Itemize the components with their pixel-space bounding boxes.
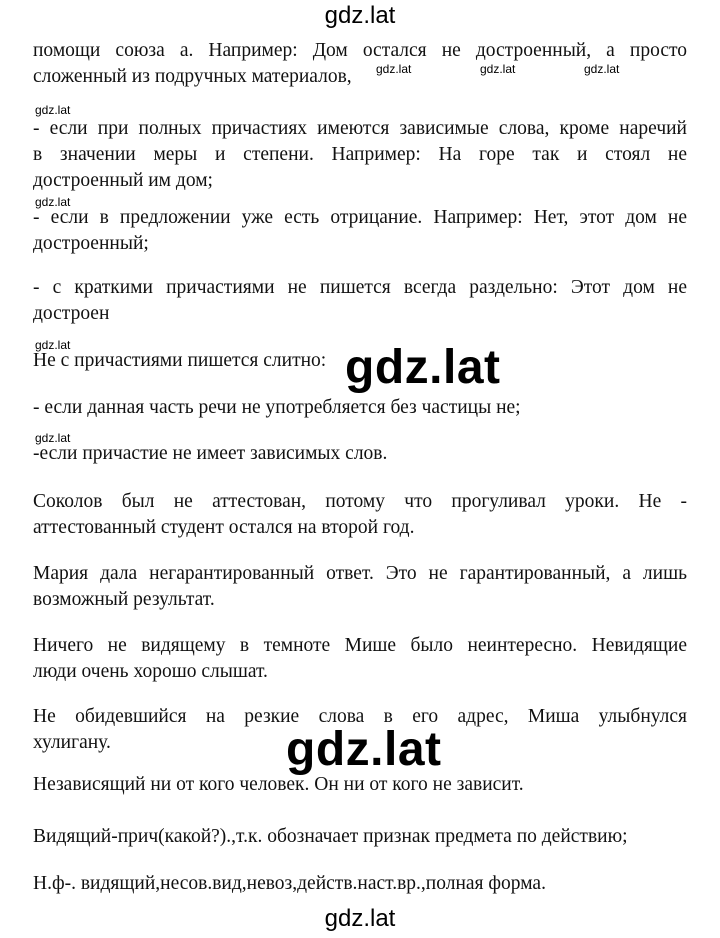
text-line: Мария дала негарантированный ответ. Это не гарантированный, а лишь [33, 563, 687, 584]
text-line: Н.ф-. видящий,несов.вид,невоз,действ.наст.вр.,полная форма. [33, 873, 546, 894]
text-line: - если данная часть речи не употребляется без частицы не; [33, 397, 521, 418]
text-line: Не обидевшийся на резкие слова в его адрес, Миша улыбнулся [33, 706, 687, 727]
text-line: Видящий-прич(какой?).,т.к. обозначает признак предмета по действию; [33, 826, 628, 847]
watermark-small: gdz.lat [35, 431, 71, 445]
text-line: возможный результат. [33, 589, 215, 610]
watermark-large: gdz.lat [286, 723, 442, 776]
text-line: аттестованный студент остался на второй год. [33, 517, 415, 538]
text-line: Независящий ни от кого человек. Он ни от кого не зависит. [33, 774, 524, 795]
watermark-small: gdz.lat [584, 62, 620, 76]
watermark-small: gdz.lat [480, 62, 516, 76]
text-line: - если в предложении уже есть отрицание. Например: Нет, этот дом не [33, 207, 687, 228]
watermark-large: gdz.lat [345, 341, 501, 394]
text-line: - с краткими причастиями не пишется всегда раздельно: Этот дом не [33, 277, 687, 298]
watermark-bottom: gdz.lat [324, 905, 396, 932]
text-line: в значении меры и степени. Например: На горе так и стоял не [33, 144, 687, 165]
text-line: достроен [33, 303, 110, 324]
text-line: хулигану. [33, 732, 111, 753]
watermark-top: gdz.lat [324, 2, 396, 29]
text-line: - если при полных причастиях имеются зависимые слова, кроме наречий [33, 118, 687, 139]
watermark-small: gdz.lat [376, 62, 412, 76]
watermark-small: gdz.lat [35, 195, 71, 209]
text-line: -если причастие не имеет зависимых слов. [33, 443, 388, 464]
text-line: Не с причастиями пишется слитно: [33, 350, 327, 371]
text-line: Соколов был не аттестован, потому что прогуливал уроки. Не - [33, 491, 687, 512]
watermark-small: gdz.lat [35, 103, 71, 117]
text-line: достроенный им дом; [33, 170, 213, 191]
text-line: достроенный; [33, 233, 149, 254]
text-line: Ничего не видящему в темноте Мише было неинтересно. Невидящие [33, 635, 687, 656]
text-line: сложенный из подручных материалов, [33, 66, 352, 87]
text-line: люди очень хорошо слышат. [33, 661, 268, 682]
watermark-small: gdz.lat [35, 338, 71, 352]
text-line: помощи союза а. Например: Дом остался не достроенный, а просто [33, 40, 687, 61]
